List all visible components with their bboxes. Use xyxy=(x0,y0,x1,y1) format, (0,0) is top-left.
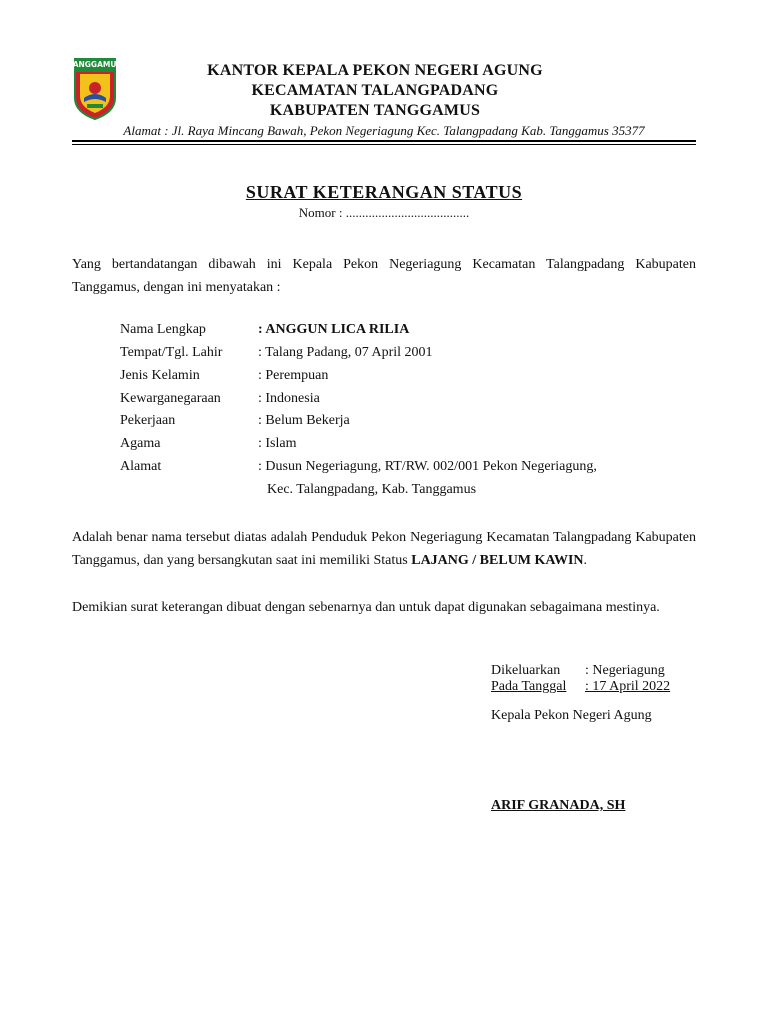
letterhead-rule-thin xyxy=(72,144,696,145)
marital-status: LAJANG / BELUM KAWIN xyxy=(411,553,584,568)
field-value-address: : Dusun Negeriagung, RT/RW. 002/001 Pekon Negeriagung, xyxy=(258,459,597,474)
field-label-gender: Jenis Kelamin xyxy=(120,368,200,383)
document-title: SURAT KETERANGAN STATUS xyxy=(245,182,523,202)
intro-paragraph: Yang bertandatangan dibawah ini Kepala Pekon Negeriagung Kecamatan Talangpadang Kabupaten Tanggamus, dengan ini menyatakan : xyxy=(72,257,696,295)
field-value-religion: : Islam xyxy=(258,436,297,451)
field-value-citizenship: : Indonesia xyxy=(258,391,320,406)
svg-text:TANGGAMUS: TANGGAMUS xyxy=(68,60,122,69)
statement-paragraph xyxy=(72,526,696,572)
field-label-occupation: Pekerjaan xyxy=(120,413,176,428)
field-label-address: Alamat xyxy=(120,459,162,474)
document-number: Nomor : ...................................... xyxy=(298,205,470,220)
letterhead-rule-thick xyxy=(72,140,696,142)
field-value-name: : ANGGUN LICA RILIA xyxy=(258,322,410,337)
field-value-address-cont: Kec. Talangpadang, Kab. Tanggamus xyxy=(267,482,477,497)
issued-place-label: Dikeluarkan xyxy=(491,663,561,678)
letterhead-address: Alamat : Jl. Raya Mincang Bawah, Pekon Negeriagung Kec. Talangpadang Kab. Tanggamus 35377 xyxy=(123,123,645,138)
field-label-religion: Agama xyxy=(120,436,161,451)
field-value-gender: : Perempuan xyxy=(258,368,329,383)
closing-paragraph: Demikian surat keterangan dibuat dengan sebenarnya dan untuk dapat digunakan sebagaimana mestinya. xyxy=(72,600,660,615)
tanggamus-emblem-logo xyxy=(68,58,122,120)
letterhead-district: KECAMATAN TALANGPADANG xyxy=(251,82,499,99)
field-label-birth: Tempat/Tgl. Lahir xyxy=(120,345,223,360)
letterhead-office: KANTOR KEPALA PEKON NEGERI AGUNG xyxy=(207,62,543,79)
field-value-birth: : Talang Padang, 07 April 2001 xyxy=(258,345,433,360)
letterhead-regency: KABUPATEN TANGGAMUS xyxy=(269,102,481,119)
issued-date-label: Pada Tanggal xyxy=(491,679,567,694)
statement-end: . xyxy=(583,553,588,568)
issued-place-value: : Negeriagung xyxy=(585,663,665,678)
signatory-name: ARIF GRANADA, SH xyxy=(491,798,626,813)
signatory-title: Kepala Pekon Negeri Agung xyxy=(491,708,652,723)
field-value-occupation: : Belum Bekerja xyxy=(258,413,350,428)
issued-date-value: : 17 April 2022 xyxy=(585,679,671,694)
field-label-citizenship: Kewarganegaraan xyxy=(120,391,221,406)
statement-text: Adalah benar nama tersebut diatas adalah Penduduk Pekon Negeriagung Kecamatan Talangpadang Kabupaten Tanggamus, dan yang bersangkutan saat ini memiliki Status xyxy=(72,530,696,568)
field-label-name: Nama Lengkap xyxy=(120,322,206,337)
